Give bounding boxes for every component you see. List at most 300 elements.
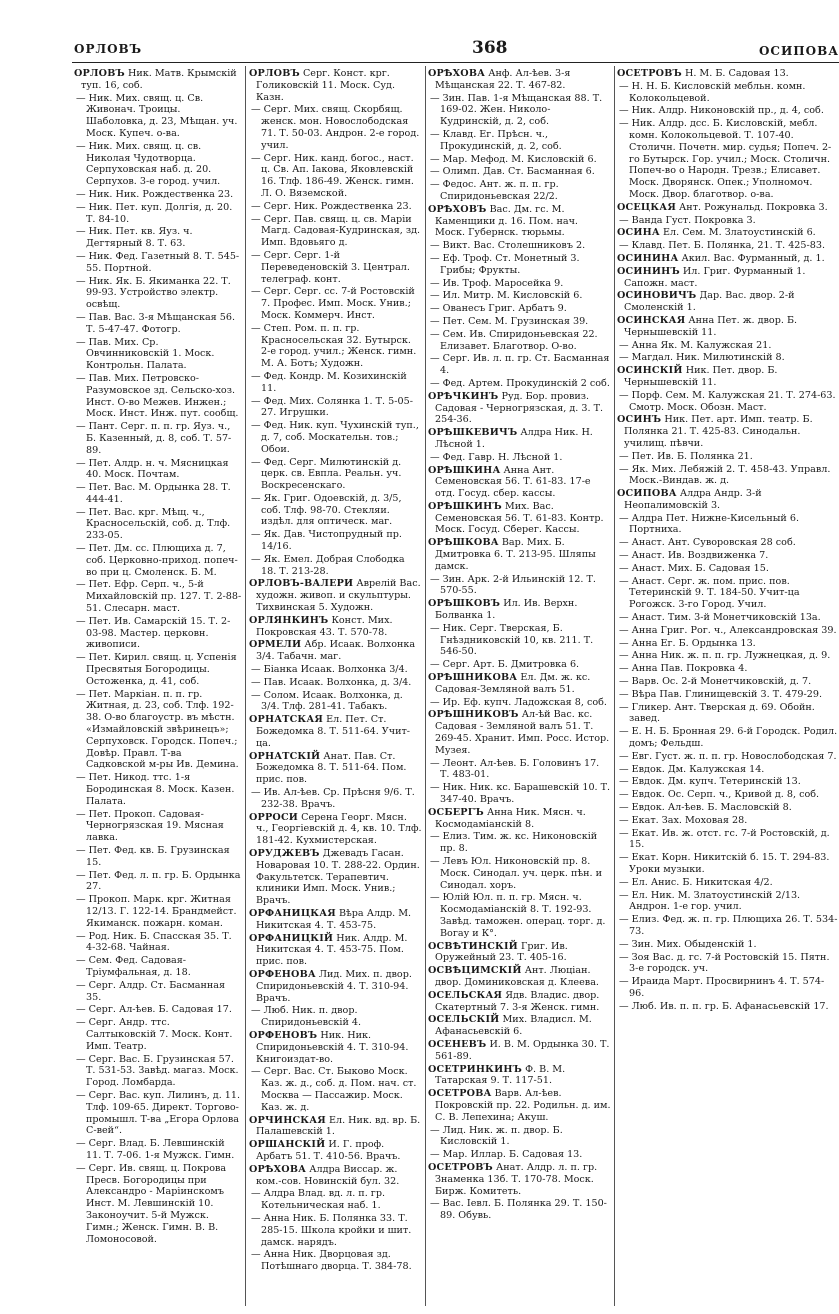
entry-text: Екат. Ив. ж. отст. гс. 7-й Ростовскій, д. 15. — [629, 827, 830, 851]
entry-text: Фед. Серг. Милютинскій д. церк. св. Евпла. Реальн. уч. Воскресенскаго. — [261, 456, 402, 492]
entry-text: Анна Ег. Б. Ордынка 13. — [631, 637, 756, 649]
directory-entry — [74, 772, 242, 807]
entry-text: Зин. Мих. Обыденскій 1. — [631, 938, 757, 950]
directory-entry — [74, 482, 242, 506]
entry-text: Юлій Юл. п. п. гр. Мясн. ч. Космодамiанскій 8. Т. 192-93. Завѣд. таможен. операц. торг. д. Вогау и К°. — [440, 892, 606, 939]
directory-entry — [617, 676, 839, 688]
directory-entry — [617, 789, 839, 801]
directory-entry — [617, 976, 839, 1000]
directory-entry — [74, 543, 242, 578]
entry-text: Фед. Ник. куп. Чухинскій туп., д. 7, соб. Москательн. тов.; Обои. — [261, 420, 419, 455]
directory-entry — [428, 204, 611, 239]
directory-entry — [428, 965, 611, 989]
directory-entry — [249, 250, 422, 285]
directory-entry — [617, 612, 839, 624]
directory-entry — [74, 312, 242, 336]
entry-text: Ник. Мих. свящ. ц. Св. Живонач. Троицы. Шаболовка, д. 23, Мѣщан. уч. Моск. Купеч. о-ва. — [86, 92, 238, 139]
surname: ОРНАТСКАЯ — [249, 714, 324, 726]
entry-text: Анаст. Ант. Суворовская 28 соб. — [631, 537, 796, 549]
entry-text: Варв. Ал-ѣев. Покровскій пр. 22. Родильн. д. им. С. В. Лепехина; Акуш. — [435, 1088, 611, 1123]
directory-entry — [428, 1064, 611, 1088]
surname: ОРУДЖЕВЪ — [249, 848, 320, 859]
entry-text: Пет. Маркіан. п. п. гр. Житная, д. 23, соб. Тлф. 192-38. О-во благоустр. въ мѣстн. «Измайловскій звѣринецъ»; Серпуховск. Городск. Попеч.; Довѣр. Правл. Т-ва Садковской м-ры Ив. Демина. — [86, 688, 239, 771]
directory-entry — [617, 253, 839, 265]
directory-entry — [249, 1164, 422, 1188]
directory-entry — [617, 650, 839, 662]
directory-entry — [249, 969, 422, 1004]
entry-text: Евдок. Дм. Калужская 14. — [631, 763, 765, 775]
directory-entry — [428, 290, 611, 302]
directory-entry — [249, 286, 422, 321]
directory-entry — [617, 625, 839, 637]
directory-entry — [249, 420, 422, 455]
entry-text: Мих. Вас. Семеновская 56. Т. 61-83. Контр. Моск. Госуд. Сберег. Кассы. — [435, 500, 604, 536]
column-2 — [249, 68, 422, 1306]
directory-entry — [617, 290, 839, 314]
entry-text: Люб. Ив. п. п. гр. Б. Афанасьевскій 17. — [631, 1000, 829, 1012]
directory-entry — [74, 1004, 242, 1016]
entry-text: Григ. Ив. Оружейный 23. Т. 405-16. — [435, 940, 568, 964]
directory-entry — [74, 93, 242, 140]
directory-entry — [428, 501, 611, 536]
entry-text: Фед. Кондр. М. Козихинскій 11. — [261, 370, 407, 394]
entry-text: Серг. Серг. сс. 7-й Ростовскій 7. Профес. Имп. Моск. Унив.; Моск. Коммерч. Инст. — [261, 286, 415, 321]
directory-entry — [74, 870, 242, 894]
entry-text: Магдал. Ник. Милютинскій 8. — [631, 352, 785, 364]
entry-text: Пав. Мих. Ср. Овчинниковскій 1. Моск. Контрольн. Палата. — [86, 336, 215, 372]
directory-entry — [428, 353, 611, 377]
directory-entry — [74, 226, 242, 250]
directory-entry — [74, 1163, 242, 1246]
entry-text: Як. Григ. Одоевскій, д. 3/5, соб. Тлф. 98-70. Стекляи. издѣл. для оптическ. маг. — [261, 492, 402, 528]
directory-entry — [249, 1213, 422, 1248]
entry-text: Ал-ѣй Вас. кс. Садовая - Земляной валъ 51. Т. 269-45. Хранит. Имп. Росс. Истор. Музея. — [435, 709, 610, 756]
directory-entry — [249, 677, 422, 689]
entry-text: Пет. Фед. л. п. гр. Б. Ордынка 27. — [86, 869, 241, 893]
entry-text: Евдок. Ал-ѣев. Б. Масловскій 8. — [631, 802, 792, 814]
directory-entry — [428, 303, 611, 315]
entry-text: Зин. Пав. 1-я Мѣщанская 88. Т. 169-02. Жен. Николо-Кудринскій, д. 2, соб. — [440, 92, 603, 128]
entry-text: Ник. Пет. кв. Яуз. ч. Дегтярный 8. Т. 63. — [86, 226, 193, 250]
surname: ОРѢШНИКОВА — [428, 672, 518, 684]
directory-entry — [74, 373, 242, 420]
surname: ОРШАНСКІЙ — [249, 1139, 326, 1151]
directory-entry — [74, 579, 242, 614]
directory-entry — [617, 828, 839, 852]
entry-text: Серг. Андр. ттс. Салтыковскій 7. Моск. Конт. Имп. Театр. — [86, 1017, 233, 1052]
entry-text: Евдок. Дм. купч. Тетеринскій 13. — [631, 776, 801, 788]
entry-text: Як. Дав. Чистопрудный пр. 14/16. — [261, 529, 402, 553]
entry-text: Алдра Ник. Н. Лѣсной 1. — [435, 427, 593, 450]
entry-text: Ант. Рожунальд. Покровка 3. — [679, 201, 828, 213]
entry-text: Руд. Бор. провиз. Садовая - Черногрязская, д. 3. Т. 254-36. — [435, 390, 604, 426]
directory-entry — [617, 390, 839, 414]
entry-text: Ник. Серг. Тверская, Б. Гнѣздниковскій 10, кв. 211. Т. 546-50. — [440, 622, 594, 658]
directory-entry — [249, 908, 422, 932]
directory-entry — [617, 537, 839, 549]
entry-text: Варв. Ос. 2-й Монетчиковскій, д. 7. — [631, 676, 812, 688]
entry-text: Ник. Алдр. М. Никитская 4. Т. 453-75. Пом. прис. пов. — [256, 932, 408, 968]
surname: ОСИНОВИЧЪ — [617, 290, 697, 302]
directory-entry — [428, 427, 611, 451]
entry-text: Ф. В. М. Татарская 9. Т. 117-51. — [435, 1063, 566, 1087]
directory-entry — [249, 323, 422, 370]
directory-entry — [74, 421, 242, 456]
directory-entry — [428, 1198, 611, 1222]
directory-entry — [428, 129, 611, 153]
entry-text: Ир. Еф. купч. Ладожская 8, соб. — [442, 696, 607, 708]
directory-entry — [428, 758, 611, 782]
entry-text: Ванда Густ. Покровка 3. — [631, 214, 756, 226]
entry-text: Серг. Арт. Б. Дмитровка 6. — [442, 659, 580, 671]
surname: ОРѢШНИКОВЪ — [428, 709, 519, 721]
surname: ОСЕТРОВЪ — [617, 68, 682, 79]
entry-text: Серг. Пав. свящ. ц. св. Маріи Магд. Садовая-Кудринская, зд. Имп. Вдовьяго д. — [261, 213, 421, 249]
directory-entry — [428, 537, 611, 572]
directory-entry — [74, 458, 242, 482]
surname: ОСЕНЕВЪ — [428, 1038, 487, 1050]
directory-entry — [249, 751, 422, 786]
entry-text: Клавд. Пет. Б. Полянка, 21. Т. 425-83. — [631, 240, 826, 252]
directory-entry — [428, 179, 611, 203]
entry-text: Анат. Пав. Ст. Божедомка 8. Т. 511-64. Пом. прис. пов. — [256, 750, 407, 786]
entry-text: Степ. Ром. п. п. гр. Красносельская 32. Бутырск. 2-е город. учил.; Женск. гимн. М. А. Ботъ; Художн. — [261, 322, 417, 370]
entry-text: Пет. Ефр. Серп. ч., 5-й Михайловскій пр. 127. Т. 2-88-51. Слесарн. маст. — [86, 579, 242, 615]
entry-text: Екат. Корн. Никитскій б. 15. Т. 294-83. Уроки музыки. — [629, 852, 830, 875]
entry-text: Сем. Фед. Садовая-Тріумфальная, д. 18. — [86, 955, 191, 978]
directory-entry — [428, 990, 611, 1014]
entry-text: Ник. Ник. Рождественка 23. — [88, 188, 234, 200]
directory-entry — [74, 68, 242, 92]
directory-entry — [428, 93, 611, 128]
directory-entry — [249, 529, 422, 553]
entry-text: Пав. Исаак. Волхонка, д. 3/4. — [263, 676, 412, 688]
directory-entry — [249, 554, 422, 578]
entry-text: Анна Ник. Дворцовая зд. Потѣшнаго дворца. Т. 384-78. — [261, 1249, 412, 1273]
directory-entry — [617, 464, 839, 488]
directory-entry — [617, 877, 839, 889]
entry-text: Серг. Конст. крг. Голиковскій 11. Моск. Суд. Казн. — [256, 68, 395, 103]
directory-entry — [74, 845, 242, 869]
directory-entry — [617, 939, 839, 951]
directory-entry — [617, 952, 839, 976]
entry-text: Еф. Троф. Ст. Монетный 3. Грибы; Фрукты. — [440, 252, 580, 276]
directory-entry — [249, 104, 422, 151]
entry-text: Вѣра Пав. Глинищевскій 3. Т. 479-29. — [631, 688, 823, 700]
entry-text: Серг. Вас. Ст. Быково Моск. Каз. ж. д., соб. д. Пом. нач. ст. Москва — Пассажир. Моск. Каз. ж. д. — [261, 1066, 417, 1113]
entry-text: Серг. Серг. 1-й Переведеновскій 3. Централ. телеграф. конт. — [261, 249, 410, 285]
entry-text: Пет. Ив. Б. Полянка 21. — [631, 450, 753, 462]
entry-text: Серг. Вас. Б. Грузинская 57. Т. 531-53. Завѣд. магаз. Моск. Город. Ломбарда. — [86, 1053, 239, 1089]
entry-text: Пет. Ив. Самарскій 15. Т. 2-03-98. Мастер. церковн. живописи. — [86, 615, 231, 651]
directory-entry — [428, 166, 611, 178]
surname: ОРѢШКИНЪ — [428, 500, 502, 512]
directory-entry — [74, 202, 242, 226]
entry-text: Фед. Артем. Прокудинскій 2 соб. — [442, 377, 610, 389]
directory-entry — [428, 697, 611, 709]
directory-entry — [617, 352, 839, 364]
entry-text: Федос. Ант. ж. п. п. гр. Спиридоньевская 22/2. — [440, 179, 559, 202]
entry-text: Ованесъ Григ. Арбатъ 9. — [442, 303, 567, 315]
entry-text: Евдок. Ос. Серп. ч., Кривой д. 8, соб. — [631, 789, 820, 801]
directory-entry — [428, 1149, 611, 1161]
entry-text: Абр. Исаак. Волхонка 3/4. Табачн. маг. — [256, 639, 416, 663]
header-rule — [72, 62, 839, 63]
directory-entry — [617, 340, 839, 352]
directory-entry — [249, 787, 422, 811]
entry-text: Мар. Мефод. М. Кисловскій 6. — [442, 153, 597, 165]
directory-entry — [249, 214, 422, 249]
directory-entry — [249, 457, 422, 492]
entry-text: Ил. Митр. М. Кисловскій 6. — [442, 290, 583, 302]
directory-entry — [428, 154, 611, 166]
surname: ОСБЕРГЪ — [428, 806, 484, 818]
directory-entry — [617, 576, 839, 611]
entry-text: Екат. Зах. Моховая 28. — [631, 814, 748, 826]
directory-entry — [617, 227, 839, 239]
entry-text: Е. Н. Б. Бронная 29. 6-й Городск. Родил. домъ; Фельдш. — [629, 726, 838, 750]
entry-text: Вас. Дм. гс. М. Каменщики д. 16. Пом. нач. Моск. Губернск. тюрьмы. — [435, 203, 578, 239]
directory-entry — [428, 782, 611, 806]
directory-entry — [617, 702, 839, 726]
column-4 — [617, 68, 839, 1306]
directory-entry — [617, 266, 839, 290]
directory-entry — [249, 1249, 422, 1273]
directory-entry — [249, 578, 422, 613]
surname: ОСЕТРИНКИНЪ — [428, 1063, 523, 1075]
directory-entry — [617, 764, 839, 776]
directory-entry — [428, 278, 611, 290]
entry-text: Елиз. Тим. ж. кс. Никоновскій пр. 8. — [440, 831, 598, 855]
entry-text: Серг. Ив. свящ. ц. Покрова Пресв. Богородицы при Александро - Маріинскомъ Инст. М. Левшинскій 10. Законоучит. 5-й Мужск. Гимн.; Женск. Гимн. В. В. Ломоносовой. — [86, 1162, 227, 1245]
entry-text: Анаст. Ив. Воздвиженка 7. — [631, 550, 769, 562]
entry-text: Род. Ник. Б. Спасская 35. Т. 4-32-68. Чайная. — [86, 930, 232, 954]
entry-text: Ел. Пет. Ст. Божедомка 8. Т. 511-64. Учит-ца. — [256, 714, 411, 749]
directory-entry — [249, 371, 422, 395]
entry-text: Гликер. Ант. Тверская д. 69. Обойн. завед. — [629, 701, 815, 725]
directory-entry — [74, 1090, 242, 1137]
directory-entry — [428, 941, 611, 965]
directory-entry — [249, 848, 422, 907]
entry-text: Анна Ник. ж. п. п. гр. Лужнецкая, д. 9. — [631, 650, 831, 662]
surname: ОРЛЯНКИНЪ — [249, 614, 329, 626]
entry-text: Ядв. Владис. двор. Скатертный 7. 3-я Женск. гимн. — [435, 989, 600, 1013]
surname: ОСЕЛЬСКІЙ — [428, 1014, 500, 1026]
entry-text: Серена Георг. Мясн. ч., Георгіевскій д. 4, кв. 10. Тлф. 181-42. Кухмистерская. — [256, 811, 422, 847]
directory-entry — [249, 1066, 422, 1113]
directory-entry — [617, 852, 839, 876]
directory-entry — [249, 1139, 422, 1163]
entry-text: Анаст. Серг. ж. пом. прис. пов. Тетеринскій 9. Т. 184-50. Учит-ца Рогожск. 3-го Город. Учил. — [629, 575, 800, 611]
surname: ОСИНИНА — [617, 252, 679, 264]
surname: ОРѢШКЕВИЧЪ — [428, 427, 518, 439]
surname: ОСЕТРОВЪ — [428, 1161, 493, 1173]
entry-text: Ник. Фед. Газетный 8. Т. 545-55. Портной. — [86, 250, 240, 274]
entry-text: Алдра Виссар. ж. ком.-сов. Новинскій бул. 32. — [256, 1163, 400, 1187]
surname: ОРЛОВЪ — [249, 68, 300, 79]
surname: ОСВѢТИНСКІЙ — [428, 940, 518, 952]
entry-text: Аврелій Вас. художн. живоп. и скульптуры. Тихвинская 5. Художн. — [256, 578, 421, 614]
entry-text: Дар. Вас. двор. 2-й Смоленскій 1. — [624, 290, 795, 314]
directory-entry — [428, 378, 611, 390]
directory-entry — [249, 493, 422, 528]
directory-entry — [249, 1030, 422, 1065]
entry-text: Ник. Алдр. Никоновскій пр., д. 4, соб. — [631, 105, 824, 117]
directory-entry — [617, 118, 839, 201]
entry-text: Сем. Ив. Спиридоньевская 22. Елизавет. Благотвор. О-во. — [440, 328, 598, 352]
entry-text: Викт. Вас. Столешниковъ 2. — [442, 240, 586, 252]
entry-text: Мар. Иллар. Б. Садовая 13. — [442, 1149, 583, 1161]
entry-text: Анна Ант. Семеновская 56. Т. 61-83. 17-е отд. Госуд. сбер. кассы. — [435, 464, 591, 500]
directory-entry — [617, 215, 839, 227]
entry-text: Анна Григ. Рог. ч., Александровская 39. — [631, 624, 837, 636]
entry-text: Пав. Мих. Петровско-Разумовское зд. Сельско-хоз. Инст. О-во Межев. Инжен.; Моск. Инст. Инж. пут. сообщ. — [86, 372, 239, 420]
entry-text: Евг. Густ. ж. п. п. гр. Новослободская 7. — [631, 750, 837, 762]
surname: ОСЕЦКАЯ — [617, 201, 676, 213]
entry-text: Алдра Пет. Нижне-Кисельный 6. Портниха. — [629, 512, 799, 536]
entry-text: Ил. Ив. Верхн. Болванка 1. — [435, 598, 578, 622]
surname: ОРѢЧКИНЪ — [428, 390, 499, 402]
entry-text: Пет. Никод. ттс. 1-я Бородинская 8. Моск. Казен. Палата. — [86, 772, 235, 807]
entry-text: Пав. Вас. 3-я Мѣщанская 56. Т. 5-47-47. Фотогр. — [86, 311, 236, 335]
directory-entry — [617, 488, 839, 512]
directory-entry — [74, 1017, 242, 1052]
directory-entry — [74, 894, 242, 929]
entry-text: И. В. М. Ордынка 30. Т. 561-89. — [435, 1038, 610, 1062]
entry-text: Анна Пав. Покровка 4. — [631, 663, 748, 675]
entry-text: Алдра Андр. 3-й Неопалимовскій 3. — [624, 488, 762, 511]
entry-text: Солом. Исаак. Волхонка, д. 3/4. Тлф. 281-41. Табакъ. — [261, 689, 403, 713]
entry-text: Ник. Пет. арт. Имп. театр. Б. Полянка 21. Т. 425-83. Синодальн. училищ. пѣвчи. — [624, 414, 813, 449]
entry-text: Ел. Дм. ж. кс. Садовая-Земляной валъ 51. — [435, 672, 591, 695]
surname: ОРФАНИЦКІЙ — [249, 932, 334, 944]
surname: ОРѢШКОВА — [428, 537, 499, 549]
directory-entry — [617, 1001, 839, 1013]
surname: ОСИНИНЪ — [617, 265, 680, 277]
surname: ОСИНСКІЙ — [617, 365, 683, 377]
directory-entry — [428, 672, 611, 696]
surname: ОСИНЪ — [617, 414, 662, 426]
entry-text: Анаст. Мих. Б. Садовая 15. — [631, 562, 769, 574]
surname: ОСИНСКАЯ — [617, 314, 686, 326]
surname: ОРѢШКИНА — [428, 464, 501, 476]
directory-entry — [617, 550, 839, 562]
directory-entry — [428, 329, 611, 353]
directory-entry — [74, 141, 242, 188]
entry-text: Серг. Влад. Б. Левшинскій 11. Т. 7-06. 1-я Мужск. Гимн. — [86, 1138, 235, 1161]
directory-entry — [249, 1188, 422, 1212]
entry-text: Ник. Мих. свящ. ц. св. Николая Чудотворца. Серпуховская наб. д. 20. Серпухов. 3-е город. учил. — [86, 140, 221, 188]
entry-text: Фед. Мих. Солянка 1. Т. 5-05-27. Игрушки. — [261, 395, 413, 419]
entry-text: Пет. Сем. М. Грузинская 39. — [442, 315, 589, 327]
entry-text: Ант. Люціан. двор. Доминиковская д. Клеева. — [435, 965, 599, 988]
directory-entry — [74, 652, 242, 687]
entry-text: Ив. Троф. Маросейка 9. — [442, 277, 564, 289]
entry-text: Як. Емел. Добрая Слободка 18. Т. 213-28. — [261, 553, 405, 577]
directory-entry — [428, 240, 611, 252]
entry-text: Н. М. Б. Садовая 13. — [684, 68, 789, 79]
entry-text: Анна Ник. Мясн. ч. Космодамiанскій 8. — [435, 806, 586, 830]
entry-text: Серг. Мих. свящ. Скорбящ. женск. мон. Новослободская 71. Т. 50-03. Андрон. 2-е город. учил. — [261, 104, 420, 151]
entry-text: Фед. Гавр. Н. Лѣсной 1. — [442, 451, 563, 463]
directory-entry — [249, 1005, 422, 1029]
directory-entry — [428, 1088, 611, 1123]
directory-entry — [249, 664, 422, 676]
entry-text: Вѣра Алдр. М. Никитская 4. Т. 453-75. — [256, 907, 412, 931]
entry-text: Серг. Ив. л. п. гр. Ст. Басманная 4. — [440, 353, 610, 377]
directory-entry — [428, 1039, 611, 1063]
entry-text: Ник. Алдр. дсс. Б. Кисловскій, мебл. комн. Колокольцевой. Т. 107-40. Столичн. Почетн. мир. судья; Попеч. 2-го Бутырск. Гор. учил.; Моск. Столичн. Попеч-во о Народн. Трезв.; Елисавет. Моск. Дворянск. Опек.; Уполномоч. Моск. Двор. благотвор. о-ва. — [629, 118, 832, 200]
directory-entry — [428, 253, 611, 277]
entry-text: Ел. Анис. Б. Никитская 4/2. — [631, 876, 773, 888]
entry-text: Пет. Дм. сс. Плющиха д. 7, соб. Церковно-приход. попеч-во при ц. Смоленск. Б. М. — [86, 543, 238, 578]
directory-entry — [428, 1162, 611, 1197]
directory-entry — [74, 689, 242, 772]
column-divider — [614, 66, 615, 1306]
directory-entry — [428, 316, 611, 328]
entry-text: Анна Як. М. Калужская 21. — [631, 339, 772, 351]
entry-text: Ник. Пет. двор. Б. Чернышевскій 11. — [624, 365, 778, 388]
running-head-right: ОСИПОВА — [758, 44, 839, 58]
directory-entry — [74, 276, 242, 311]
entry-text: Ел. Ник. М. Златоустинскій 2/13. Андрон. 1-е гор. учил. — [629, 889, 801, 913]
entry-text: Ник. Матв. Крымскій туп. 16, соб. — [81, 68, 237, 91]
directory-entry — [74, 337, 242, 372]
directory-entry — [617, 751, 839, 763]
surname: ОРНАТСКІЙ — [249, 750, 321, 762]
directory-entry — [428, 1125, 611, 1149]
directory-entry — [249, 812, 422, 847]
directory-entry — [428, 709, 611, 756]
column-divider — [245, 66, 246, 1306]
column-1 — [74, 68, 242, 1306]
surname: ОРФЕНОВА — [249, 968, 316, 980]
entry-text: Анат. Алдр. л. п. гр. Знаменка 13б. Т. 170-78. Моск. Бирж. Комитеть. — [435, 1161, 598, 1197]
directory-entry — [617, 202, 839, 214]
directory-entry — [74, 189, 242, 201]
directory-entry — [428, 623, 611, 658]
entry-text: Ел. Ник. вд. вр. Б. Палашевскій 1. — [256, 1114, 421, 1138]
entry-text: Алдра Влад. вд. л. п. гр. Котельническая наб. 1. — [261, 1188, 386, 1212]
surname: ОРѢХОВА — [249, 1163, 307, 1175]
surname: ОСЕЛЬСКАЯ — [428, 989, 503, 1001]
directory-entry — [428, 68, 611, 92]
directory-entry — [74, 980, 242, 1004]
directory-entry — [428, 659, 611, 671]
column-divider — [425, 66, 426, 1306]
directory-entry — [428, 391, 611, 426]
entry-text: Вар. Мих. Б. Дмитровка 6. Т. 213-95. Шляпы дамск. — [435, 537, 596, 572]
directory-entry — [617, 914, 839, 938]
directory-entry — [617, 663, 839, 675]
entry-text: Серг. Алдр. Ст. Басманная 35. — [86, 979, 226, 1003]
entry-text: Лид. Мих. п. двор. Спиридоньевскій 4. Т. 310-94. Врачъ. — [256, 968, 412, 1004]
directory-entry — [249, 68, 422, 103]
directory-entry — [74, 1138, 242, 1162]
directory-entry — [617, 315, 839, 339]
directory-entry — [428, 831, 611, 855]
directory-entry — [74, 251, 242, 275]
entry-text: Конст. Мих. Покровская 43. Т. 570-78. — [256, 614, 393, 638]
entry-text: Ник. Ник. Спиридоньевскій 4. Т. 310-94. Книгоиздат-во. — [256, 1029, 409, 1065]
surname: ОРМЕЛИ — [249, 639, 302, 651]
entry-text: Пет. Вас. крг. Мѣщ. ч., Красносельскій, соб. д. Тлф. 233-05. — [86, 506, 231, 542]
directory-entry — [617, 638, 839, 650]
entry-text: Ив. Ал-ѣев. Ср. Прѣсня 9/6. Т. 232-38. Врачъ. — [261, 787, 415, 810]
entry-text: Ник. Ник. кс. Барашевскій 10. Т. 347-40. Врачъ. — [440, 782, 611, 806]
entry-text: Пант. Серг. п. п. гр. Яуз. ч., Б. Казенный, д. 8, соб. Т. 57-89. — [86, 421, 232, 456]
entry-text: Мих. Владисл. М. Афанасьевскій 6. — [435, 1014, 592, 1038]
